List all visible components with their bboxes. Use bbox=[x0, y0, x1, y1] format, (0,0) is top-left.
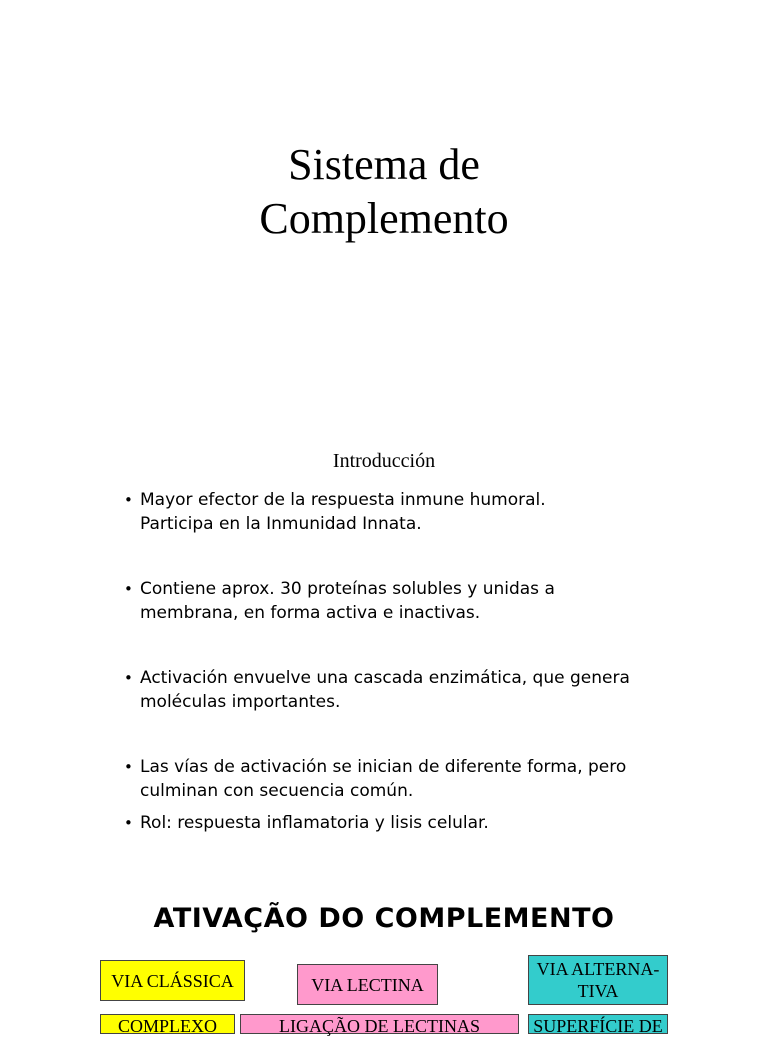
bullet-line: Participa en la Inmunidad Innata. bbox=[140, 514, 422, 534]
bullet-text bbox=[140, 666, 724, 714]
bullet-line: Activación envuelve una cascada enzimática, que genera bbox=[140, 668, 630, 688]
via-alternativa-box bbox=[528, 955, 668, 1005]
slide-title bbox=[0, 138, 768, 246]
bullet-item-2 bbox=[124, 577, 724, 625]
complexo-box bbox=[100, 1014, 235, 1034]
ligacao-lectinas-box bbox=[240, 1014, 519, 1034]
bullet-text bbox=[140, 488, 724, 536]
via-lectina-box bbox=[297, 964, 438, 1005]
via-classica-label: VIA CLÁSSICA bbox=[111, 970, 234, 991]
bullet-text bbox=[140, 755, 724, 803]
via-alternativa-label-line-2: TIVA bbox=[577, 981, 619, 1001]
slide-title-line-2: Complemento bbox=[259, 194, 509, 243]
bullet-dot: • bbox=[124, 491, 133, 509]
bullet-dot: • bbox=[124, 669, 133, 687]
superficie-label: SUPERFÍCIE DE bbox=[533, 1016, 663, 1036]
intro-heading: Introducción bbox=[332, 450, 436, 472]
via-classica-box bbox=[100, 960, 245, 1001]
superficie-box bbox=[528, 1014, 668, 1034]
bullet-item-4 bbox=[124, 755, 724, 803]
bullet-item-5 bbox=[124, 811, 724, 835]
bullet-dot: • bbox=[124, 580, 133, 598]
bullet-line: membrana, en forma activa e inactivas. bbox=[140, 603, 481, 623]
via-lectina-label: VIA LECTINA bbox=[311, 974, 424, 995]
bullet-line: Contiene aprox. 30 proteínas solubles y unidas a bbox=[140, 579, 555, 599]
activation-diagram-heading: ATIVAÇÃO DO COMPLEMENTO bbox=[153, 903, 615, 934]
bullet-line: Mayor efector de la respuesta inmune humoral. bbox=[140, 490, 546, 510]
bullet-text bbox=[140, 811, 724, 835]
bullet-line: Las vías de activación se inician de diferente forma, pero bbox=[140, 757, 627, 777]
slide-title-line-1: Sistema de bbox=[288, 140, 480, 189]
bullet-dot: • bbox=[124, 814, 133, 832]
bullet-text bbox=[140, 577, 724, 625]
via-alternativa-label-line-1: VIA ALTERNA- bbox=[536, 959, 660, 979]
bullet-item-1 bbox=[124, 488, 724, 536]
bullet-item-3 bbox=[124, 666, 724, 714]
bullet-line: culminan con secuencia común. bbox=[140, 781, 414, 801]
complexo-label: COMPLEXO bbox=[117, 1016, 217, 1036]
bullet-line: Rol: respuesta inflamatoria y lisis celular. bbox=[140, 813, 489, 833]
ligacao-lectinas-label: LIGAÇÃO DE LECTINAS bbox=[279, 1016, 480, 1036]
bullet-line: moléculas importantes. bbox=[140, 692, 341, 712]
bullet-dot: • bbox=[124, 758, 133, 776]
